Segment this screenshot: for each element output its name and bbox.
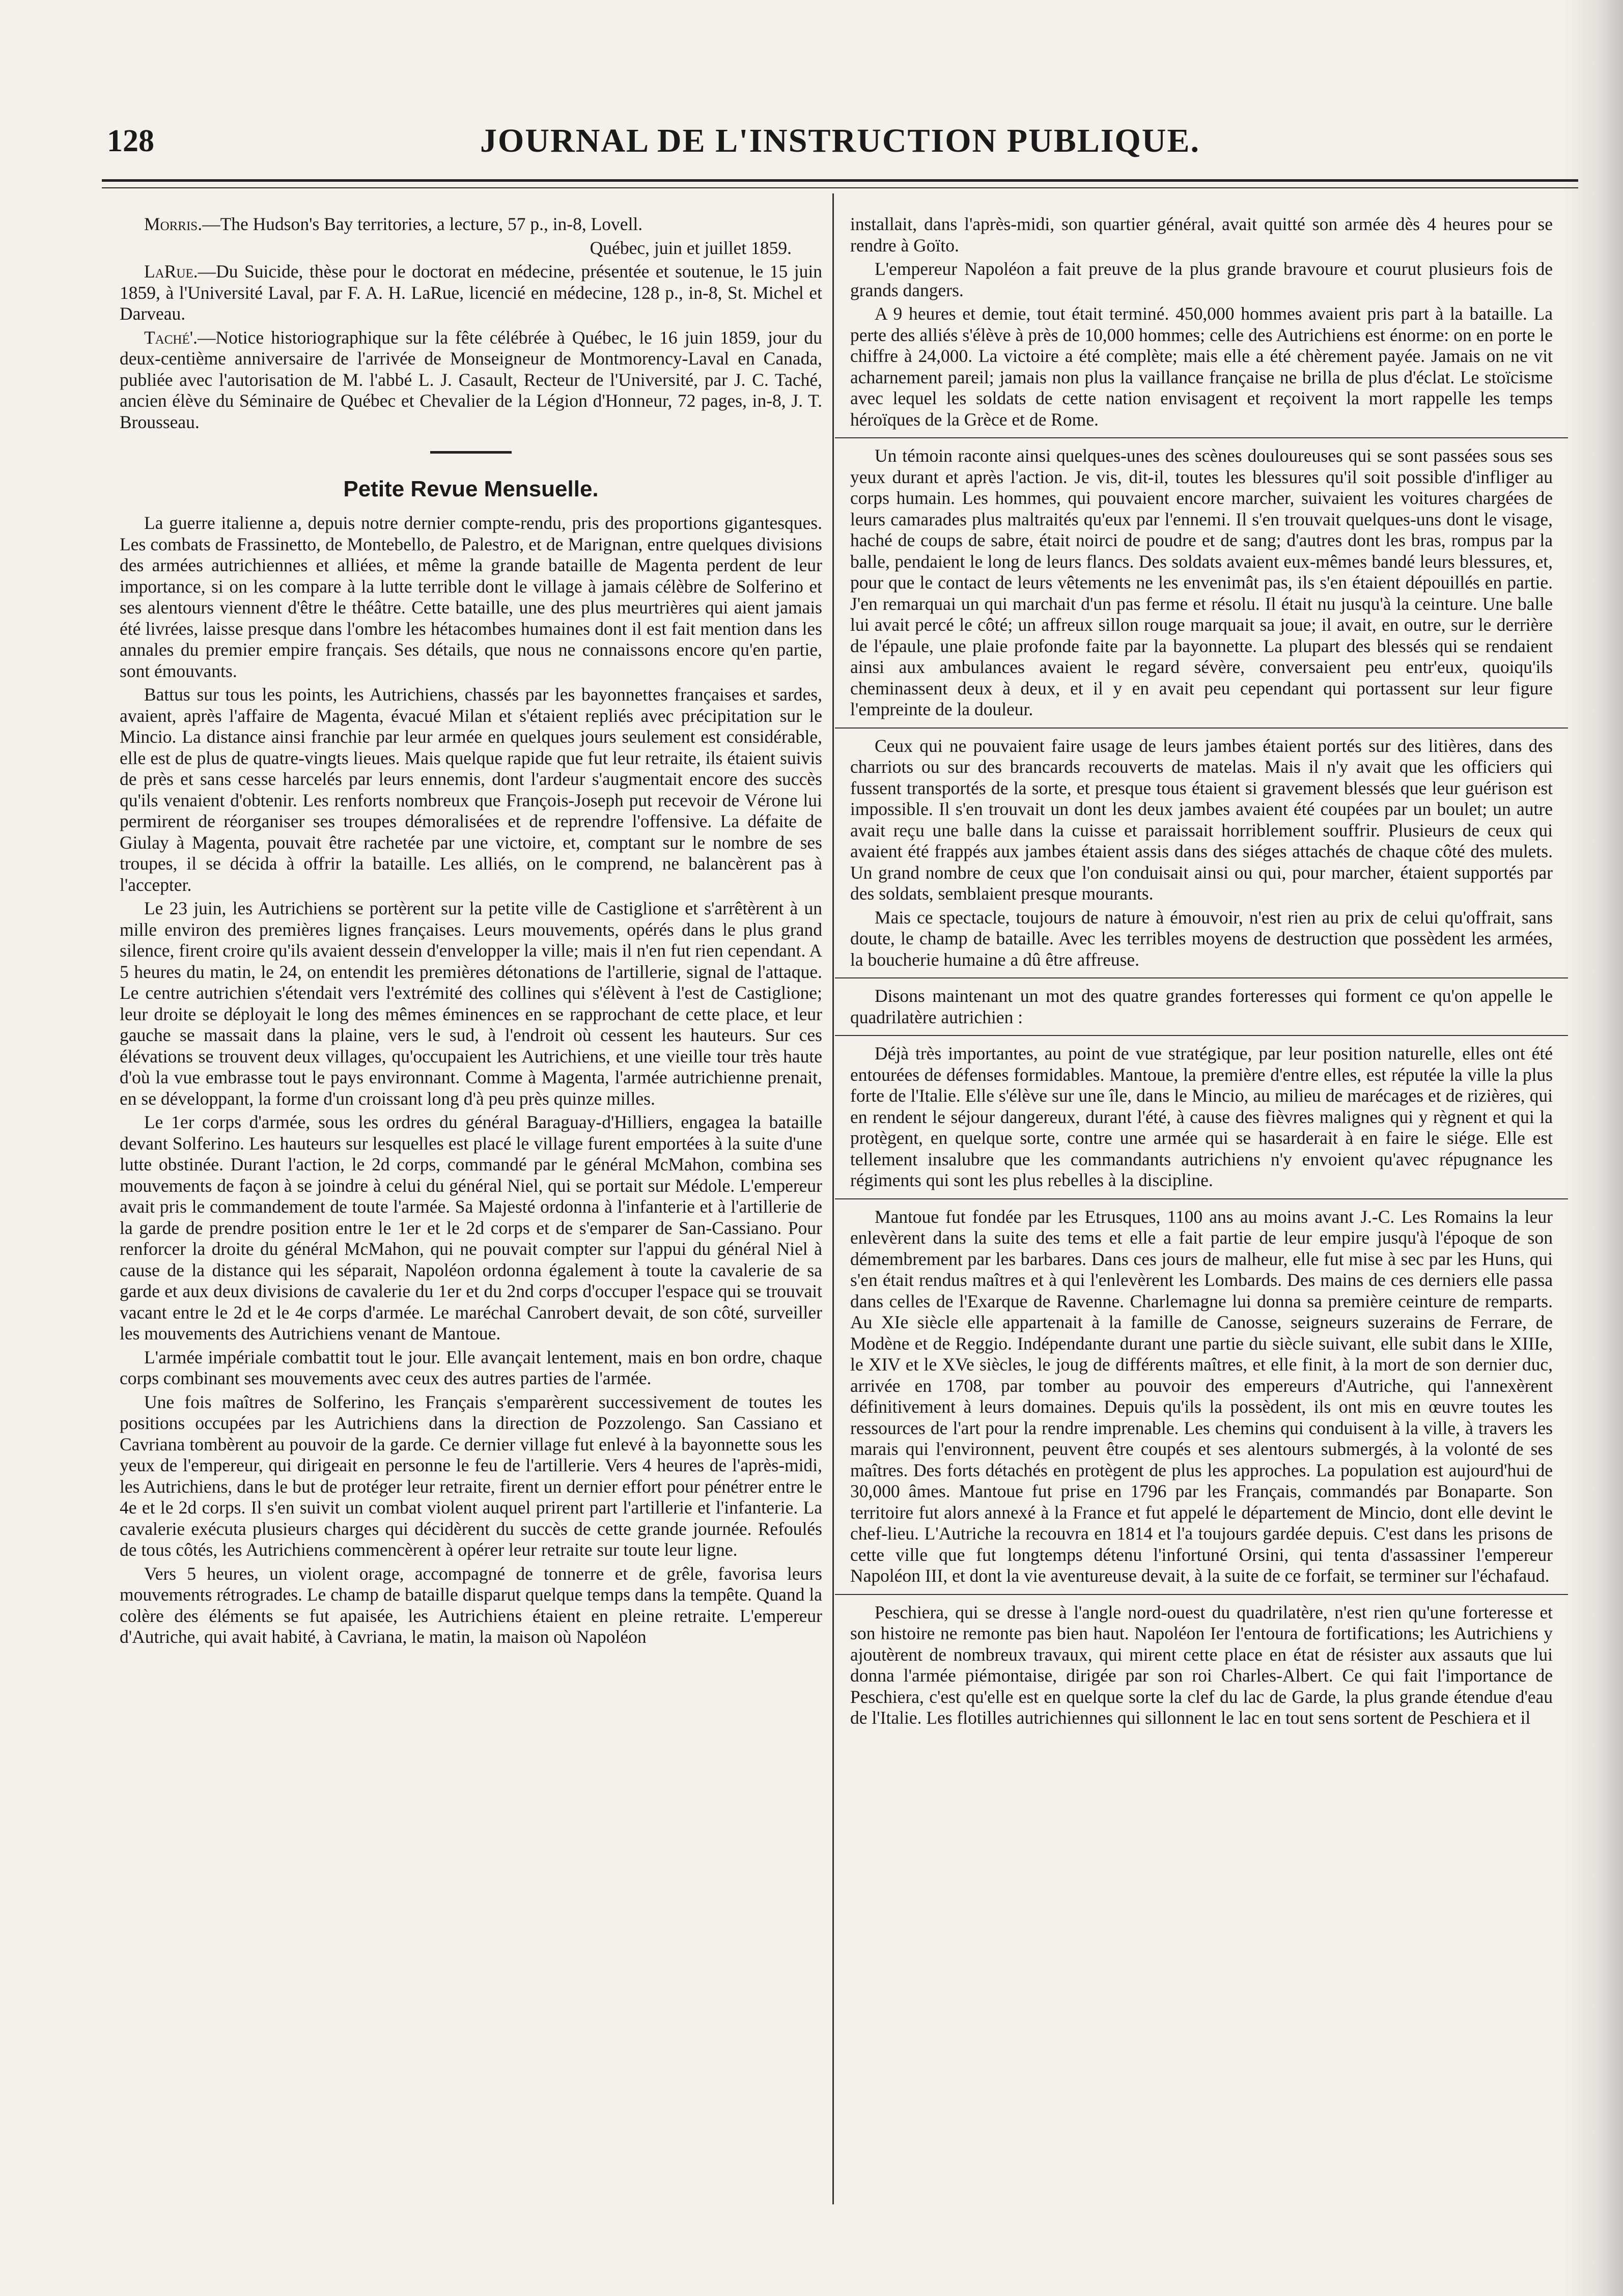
column-divider [832, 193, 834, 2204]
article-paragraph: A 9 heures et demie, tout était terminé. 450,000 hommes avaient pris part à la bataille. La perte des alliés s'élève à près de 10,000 hommes; celle des Autrichiens est énorme: on en porte le chiffre à 24,000. La victoire a été complète; mais elle a été chèrement payée. Jamais on ne vit acharnement pareil; jamais non plus la vaillance française ne brilla de plus d'éclat. Le stoïcisme avec lequel les soldats de cette nation envisagent et reçoivent la mort rappelle les temps héroïques de la Grèce et de Rome. [850, 303, 1553, 430]
journal-title: JOURNAL DE L'INSTRUCTION PUBLIQUE. [480, 122, 1200, 159]
right-column [850, 214, 1553, 1731]
section-separator [430, 451, 512, 454]
article-paragraph: Mais ce spectacle, toujours de nature à émouvoir, n'est rien au prix de celui qu'offrait, sans doute, le champ de bataille. Avec les terribles moyens de destruction que possèdent les armées, la boucherie humaine a dû être affreuse. [850, 907, 1553, 970]
bibliography-text: —Notice historiographique sur la fête célébrée à Québec, le 16 juin 1859, jour du deux-centième anniversaire de l'arrivée de Monseigneur de Montmorency-Laval en Canada, publiée avec l'autorisation de M. l'abbé L. J. Casault, Recteur de l'Université, par J. C. Taché, ancien élève du Séminaire de Québec et Chevalier de la Légion d'Honneur, 72 pages, in-8, J. T. Brousseau. [120, 327, 822, 432]
section-title: Petite Revue Mensuelle. [343, 477, 599, 501]
paragraph-divider [835, 727, 1568, 729]
article-paragraph: La guerre italienne a, depuis notre dernier compte-rendu, pris des proportions gigantesques. Les combats de Frassinetto, de Montebello, de Palestro, et de Marignan, entre quelques divisions des armées autrichiennes et alliées, et même la grande bataille de Magenta perdent de leur importance, si on les compare à la lutte terrible dont le village à jamais célèbre de Solferino et ses alentours viennent d'être le théâtre. Cette bataille, une des plus meurtrières qui aient jamais été livrées, laisse presque dans l'ombre les hétacombes humaines dont il est fait mention dans les annales du premier empire français. Ses détails, que nous ne connaissons encore qu'en partie, sont émouvants. [120, 513, 822, 681]
page-header [102, 118, 1578, 164]
article-paragraph: L'empereur Napoléon a fait preuve de la plus grande bravoure et courut plusieurs fois de grands dangers. [850, 259, 1553, 300]
article-paragraph: Une fois maîtres de Solferino, les Français s'emparèrent successivement de toutes les positions occupées par les Autrichiens dans la direction de Pozzolengo. San Cassiano et Cavriana tombèrent au pouvoir de la garde. Ce dernier village fut enlevé à la bayonnette sous les yeux de l'empereur, qui dirigeait en personne le feu de l'artillerie. Vers 4 heures de l'après-midi, les Autrichiens, dans le but de protéger leur retraite, firent un dernier effort pour pénétrer entre le 4e et le 2d corps. Il s'en suivit un combat violent auquel prirent part l'artillerie et l'infanterie. La cavalerie exécuta plusieurs charges qui décidèrent du succès de cette grande journée. Refoulés de tous côtés, les Autrichiens commencèrent à opérer leur retraite sur toute leur ligne. [120, 1391, 822, 1560]
article-paragraph: Battus sur tous les points, les Autrichiens, chassés par les bayonnettes françaises et sardes, avaient, après l'affaire de Magenta, évacué Milan et s'étaient repliés avec précipitation sur le Mincio. La distance ainsi franchie par leur armée en quelques jours seulement est considérable, elle est de plus de quatre-vingts lieues. Mais quelque rapide que fut leur retraite, ils étaient suivis de près et sans cesse harcelés par leurs ennemis, dont l'ardeur s'augmentait encore des succès qu'ils venaient d'obtenir. Les renforts nombreux que François-Joseph put recevoir de Vérone lui permirent de réorganiser ses troupes démoralisées et de reprendre l'offensive. La défaite de Giulay à Magenta, pouvait être rachetée par une victoire, et, comptant sur le nombre de ses troupes, il se décida à offrir la bataille. Les alliés, on le comprend, ne balancèrent pas à l'accepter. [120, 684, 822, 895]
article-paragraph: L'armée impériale combattit tout le jour. Elle avançait lentement, mais en bon ordre, chaque corps combinant ses mouvements avec ceux des autres parties de l'armée. [120, 1347, 822, 1388]
bibliography-author: LaRue. [144, 261, 198, 282]
article-paragraph: Le 1er corps d'armée, sous les ordres du général Baraguay-d'Hilliers, engagea la bataille devant Solferino. Les hauteurs sur lesquelles est placé le village furent emportées à la suite d'une lutte obstinée. Durant l'action, le 2d corps, commandé par le général McMahon, combina ses mouvements de façon à se joindre à celui du général Niel, qui se portait sur Médole. L'empereur avait pris le commandement de toute l'armée. Sa Majesté ordonna à l'infanterie et à l'artillerie de la garde de prendre position entre le 1er et le 2d corps et de s'emparer de San-Cassiano. Pour renforcer la droite du général McMahon, qui ne pouvait compter sur l'appui du général Niel à cause de la distance qui les séparait, Napoléon ordonna également à toute la cavalerie de sa garde et aux deux divisions de cavalerie du 1er et du 2nd corps d'occuper l'espace qui se trouvait vacant entre le 2d et le 4e corps d'armée. Le maréchal Canrobert devait, de son côté, surveiller les mouvements des Autrichiens venant de Mantoue. [120, 1112, 822, 1343]
paragraph-divider [835, 437, 1568, 438]
bibliography-entry [120, 214, 822, 235]
bibliography-entry [120, 261, 822, 325]
header-rule-thick [102, 179, 1578, 182]
left-column [120, 214, 822, 1650]
scan-edge-shadow [1562, 0, 1623, 2296]
article-paragraph: Mantoue fut fondée par les Etrusques, 1100 ans au moins avant J.-C. Les Romains la leur enlevèrent dans la suite des tems et elle a fait partie de leur empire jusqu'à l'époque de son démembrement par les barbares. Dans ces jours de malheur, elle fut mise à sec par les Huns, qui s'en était rendus maîtres et à qui l'enlevèrent les Lombards. Des mains de ces derniers elle passa dans celles de l'Exarque de Ravenne. Charlemagne lui donna sa première ceinture de remparts. Au XIe siècle elle appartenait à la famille de Canosse, seigneurs suzerains de Ferrare, de Modène et de Reggio. Indépendante durant une partie du siècle suivant, elle subit dans le XIIIe, le XIV et le XVe siècles, le joug de différents maîtres, et elle finit, à la mort de son dernier duc, arrivée en 1708, par tomber au pouvoir des empereurs d'Autriche, qui l'annexèrent définitivement à leurs domaines. Depuis qu'ils la possèdent, ils ont mis en œuvre toutes les ressources de l'art pour la rendre imprenable. Les chemins qui conduisent à la ville, à travers les marais qui l'environnent, peuvent être coupés et ses alentours submergés, à la volonté de ses maîtres. Des forts détachés en protègent de plus les approches. La population est aujourd'hui de 30,000 âmes. Mantoue fut prise en 1796 par les Français, commandés par Bonaparte. Son territoire fut alors annexé à la France et fut appelé le département de Mincio, dont elle devint le chef-lieu. L'Autriche la recouvra en 1814 et l'a toujours gardée depuis. C'est dans les prisons de cette ville que fut longtemps détenu l'infortuné Orsini, qui tenta d'assassiner l'empereur Napoléon III, et dont la vie aventureuse devait, à la suite de ce forfait, se terminer sur l'échafaud. [850, 1206, 1553, 1586]
bibliography-text: —Du Suicide, thèse pour le doctorat en médecine, présentée et soutenue, le 15 juin 1859, à l'Université Laval, par F. A. H. LaRue, licencié en médecine, 128 p., in-8, St. Michel et Darveau. [120, 261, 822, 324]
article-paragraph: Un témoin raconte ainsi quelques-unes des scènes douloureuses qui se sont passées sous ses yeux durant et après l'action. Je vis, dit-il, toutes les blessures qu'il soit possible d'infliger au corps humain. Les hommes, qui pouvaient encore marcher, suivaient les voitures chargées de leurs camarades plus maltraités qu'eux par l'ennemi. Il s'en trouvait quelques-uns dont le visage, haché de coups de sabre, était noirci de poudre et de sang; d'autres dont les bras, rompus par la balle, pendaient le long de leurs flancs. Des soldats avaient eux-mêmes bandé leurs blessures, et, pour que le contact de leurs vêtements ne les envenimât pas, ils s'en étaient dépouillés en partie. J'en remarquai un qui marchait d'un pas ferme et résolu. Il était nu jusqu'à la ceinture. Une balle lui avait percé le côté; un affreux sillon rouge marquait sa joue; il avait, en outre, sur le derrière de l'épaule, une plaie profonde faite par la bayonnette. La plupart des blessés qui se rendaient ainsi aux ambulances avaient le regard sévère, conversaient peu entr'eux, quoiqu'ils cheminassent deux à deux, et il y en avait peu cependant qui portassent sur leur figure l'empreinte de la douleur. [850, 445, 1553, 719]
bibliography-author: Taché'. [144, 327, 198, 348]
paragraph-divider [835, 1198, 1568, 1199]
article-paragraph: Ceux qui ne pouvaient faire usage de leurs jambes étaient portés sur des litières, dans des charriots ou sur des brancards recouverts de matelas. Mais il n'y avait que les officiers qui fussent transportés de la sorte, et presque tous étaient si gravement blessés que leur guérison est impossible. Il s'en trouvait un dont les deux jambes avaient été coupées par un boulet; un autre avait reçu une balle dans la cuisse et paraissait horriblement souffrir. Plusieurs de ceux qui avaient été frappés aux jambes étaient assis dans des siéges attachés de chaque côté des mulets. Un grand nombre de ceux que l'on conduisait ainsi ou qui, pour marcher, étaient supportés par des soldats, semblaient presque mourants. [850, 735, 1553, 904]
paragraph-divider [835, 977, 1568, 978]
bibliography-dateline: Québec, juin et juillet 1859. [590, 237, 792, 258]
bibliography-entry [120, 327, 822, 433]
article-paragraph: Peschiera, qui se dresse à l'angle nord-ouest du quadrilatère, n'est rien qu'une forteresse et son histoire ne remonte pas bien haut. Napoléon Ier l'entoura de fortifications; les Autrichiens y ajoutèrent de nombreux travaux, qui mirent cette place en état de résister aux assauts que lui donna l'armée piémontaise, dirigée par son roi Charles-Albert. Ce qui fait l'importance de Peschiera, c'est qu'elle est en quelque sorte la clef du lac de Garde, la plus grande étendue d'eau de l'Italie. Les flotilles autrichiennes qui sillonnent le lac en tout sens sortent de Peschiera et il [850, 1602, 1553, 1728]
header-rule-thin [102, 187, 1578, 188]
bibliography-author: Morris. [144, 214, 203, 234]
paragraph-divider [835, 1035, 1568, 1036]
bibliography-text: —The Hudson's Bay territories, a lecture, 57 p., in-8, Lovell. [202, 214, 643, 234]
article-paragraph: installait, dans l'après-midi, son quartier général, avait quitté son armée dès 4 heures pour se rendre à Goïto. [850, 214, 1553, 256]
article-paragraph: Le 23 juin, les Autrichiens se portèrent sur la petite ville de Castiglione et s'arrêtèrent à un mille environ des premières lignes françaises. Leurs mouvements, opérés dans le plus grand silence, firent croire qu'ils avaient dessein d'envelopper la ville; mais il n'en fut rien cependant. A 5 heures du matin, le 24, on entendit les premières détonations de l'artillerie, signal de l'attaque. Le centre autrichien s'étendait vers l'extrémité des collines qui s'élèvent à l'est de Castiglione; leur droite se déployait le long des mêmes éminences en se rapprochant de cette place, et leur gauche se massait dans la plaine, vers le sud, à l'endroit où cessent les hauteurs. Sur ces élévations se trouvent deux villages, qu'occupaient les Autrichiens, et une vieille tour très haute d'où la vue embrasse tout le pays environnant. Comme à Magenta, l'armée autrichienne prenait, en se développant, la forme d'un croissant long d'à peu près quinze milles. [120, 898, 822, 1109]
article-paragraph: Vers 5 heures, un violent orage, accompagné de tonnerre et de grêle, favorisa leurs mouvements rétrogrades. Le champ de bataille disparut quelque temps dans la tempête. Quand la colère des éléments se fut apaisée, les Autrichiens étaient en pleine retraite. L'empereur d'Autriche, qui avait habité, à Cavriana, le matin, la maison où Napoléon [120, 1563, 822, 1647]
paragraph-divider [835, 1594, 1568, 1595]
article-paragraph: Déjà très importantes, au point de vue stratégique, par leur position naturelle, elles ont été entourées de défenses formidables. Mantoue, la première d'entre elles, est réputée la ville la plus forte de l'Italie. Elle s'élève sur une île, dans le Mincio, au milieu de marécages et de rizières, qui en rendent le séjour dangereux, durant l'été, à cause des fièvres malignes qui y règnent et qui la protègent, en quelque sorte, contre une armée qui se hasarderait à en faire le siége. Elle est tellement insalubre que les commandants autrichiens n'y envoient qu'avec répugnance les régiments qui sont les plus rebelles à la discipline. [850, 1043, 1553, 1190]
article-paragraph: Disons maintenant un mot des quatre grandes forteresses qui forment ce qu'on appelle le quadrilatère autrichien : [850, 986, 1553, 1027]
page-number: 128 [107, 124, 154, 158]
